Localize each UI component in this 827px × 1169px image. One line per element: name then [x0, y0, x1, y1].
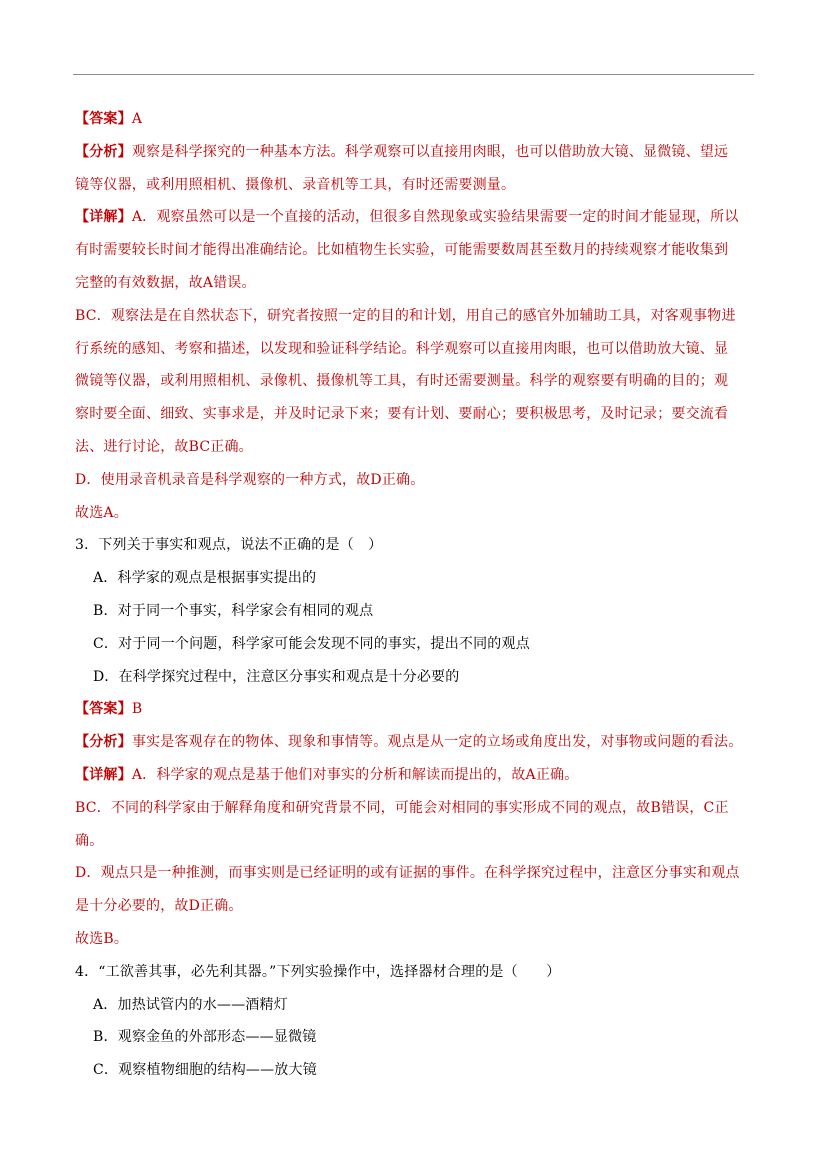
q2-analysis-line: 镜等仪器，或利用照相机、摄像机、录音机等工具，有时还需要测量。: [75, 176, 516, 193]
q3-detail-line: [75, 759, 755, 792]
q3-detail-line: BC．不同的科学家由于解释角度和研究背景不同，可能会对相同的事实形成不同的观点，故B错误，C正: [75, 799, 729, 816]
q4-option-b: B．观察金鱼的外部形态——显微镜: [93, 1029, 317, 1046]
q4-option-a: A．加热试管内的水——酒精灯: [93, 996, 288, 1013]
q2-conclusion-line: 故选A。: [75, 504, 128, 521]
q2-analysis-line: [75, 136, 755, 169]
answer-tag: 【答案】: [75, 701, 132, 718]
q3-detail-line: D．观点只是一种推测，而事实则是已经证明的或有证据的事件。在科学探究过程中，注意区分事实和观点: [75, 865, 740, 882]
analysis-tag: 【分析】: [75, 143, 132, 160]
q2-answer-line: [75, 103, 755, 136]
header-rule: [73, 74, 754, 75]
detail-text: A．科学家的观点是基于他们对事实的分析和解读而提出的，故A正确。: [131, 766, 579, 783]
q3-stem: 3．下列关于事实和观点，说法不正确的是（ ）: [75, 537, 383, 554]
q2-detail-line: 完整的有效数据，故A错误。: [75, 274, 256, 291]
q3-answer-line: [75, 693, 755, 726]
q2-detail-line: [75, 201, 755, 234]
q2-detail-line: BC．观察法是在自然状态下，研究者按照一定的目的和计划，用自己的感官外加辅助工具，对客观事物进: [75, 307, 736, 324]
q3-option-b: B．对于同一个事实，科学家会有相同的观点: [93, 602, 374, 619]
q4-option-c: C．观察植物细胞的结构——放大镜: [93, 1062, 317, 1079]
q2-detail-line: 微镜等仪器，或利用照相机、录像机、摄像机等工具，有时还需要测量。科学的观察要有明确的目的；观: [75, 373, 729, 390]
q3-option-a: A．科学家的观点是根据事实提出的: [93, 570, 317, 587]
q2-detail-line: 察时要全面、细致、实事求是，并及时记录下来；要有计划、要耐心；要积极思考，及时记录；要交流看: [75, 406, 729, 423]
analysis-tag: 【分析】: [75, 734, 132, 751]
q2-detail-line: 有时需要较长时间才能得出准确结论。比如植物生长实验，可能需要数周甚至数月的持续观察才能收集到: [75, 242, 729, 259]
detail-tag: 【详解】: [75, 209, 132, 226]
q3-analysis-line: [75, 726, 755, 759]
detail-text: A．观察虽然可以是一个直接的活动，但很多自然现象或实验结果需要一定的时间才能显现，所以: [131, 209, 739, 226]
q3-option-c: C．对于同一个问题，科学家可能会发现不同的事实，提出不同的观点: [93, 635, 530, 652]
q2-detail-line: 行系统的感知、考察和描述，以发现和验证科学结论。科学观察可以直接用肉眼，也可以借助放大镜、显: [75, 340, 729, 357]
document-body: [75, 103, 755, 1087]
q2-detail-line: D．使用录音机录音是科学观察的一种方式，故D正确。: [75, 471, 425, 488]
q2-detail-line: 法、进行讨论，故BC正确。: [75, 438, 253, 455]
analysis-text: 事实是客观存在的物体、现象和事情等。观点是从一定的立场或角度出发，对事物或问题的看法。: [131, 734, 743, 751]
answer-value: A: [131, 111, 143, 127]
detail-tag: 【详解】: [75, 766, 132, 783]
q3-option-d: D．在科学探究过程中，注意区分事实和观点是十分必要的: [93, 668, 460, 685]
answer-value: B: [131, 701, 143, 718]
q3-detail-line: 确。: [75, 832, 104, 849]
q4-stem: 4．“工欲善其事，必先利其器。”下列实验操作中，选择器材合理的是（ ）: [75, 963, 561, 980]
q3-detail-line: 是十分必要的，故D正确。: [75, 898, 243, 915]
answer-tag: 【答案】: [75, 111, 132, 127]
analysis-text: 观察是科学探究的一种基本方法。科学观察可以直接用肉眼，也可以借助放大镜、显微镜、望远: [131, 143, 729, 160]
q3-conclusion-line: 故选B。: [75, 930, 129, 947]
